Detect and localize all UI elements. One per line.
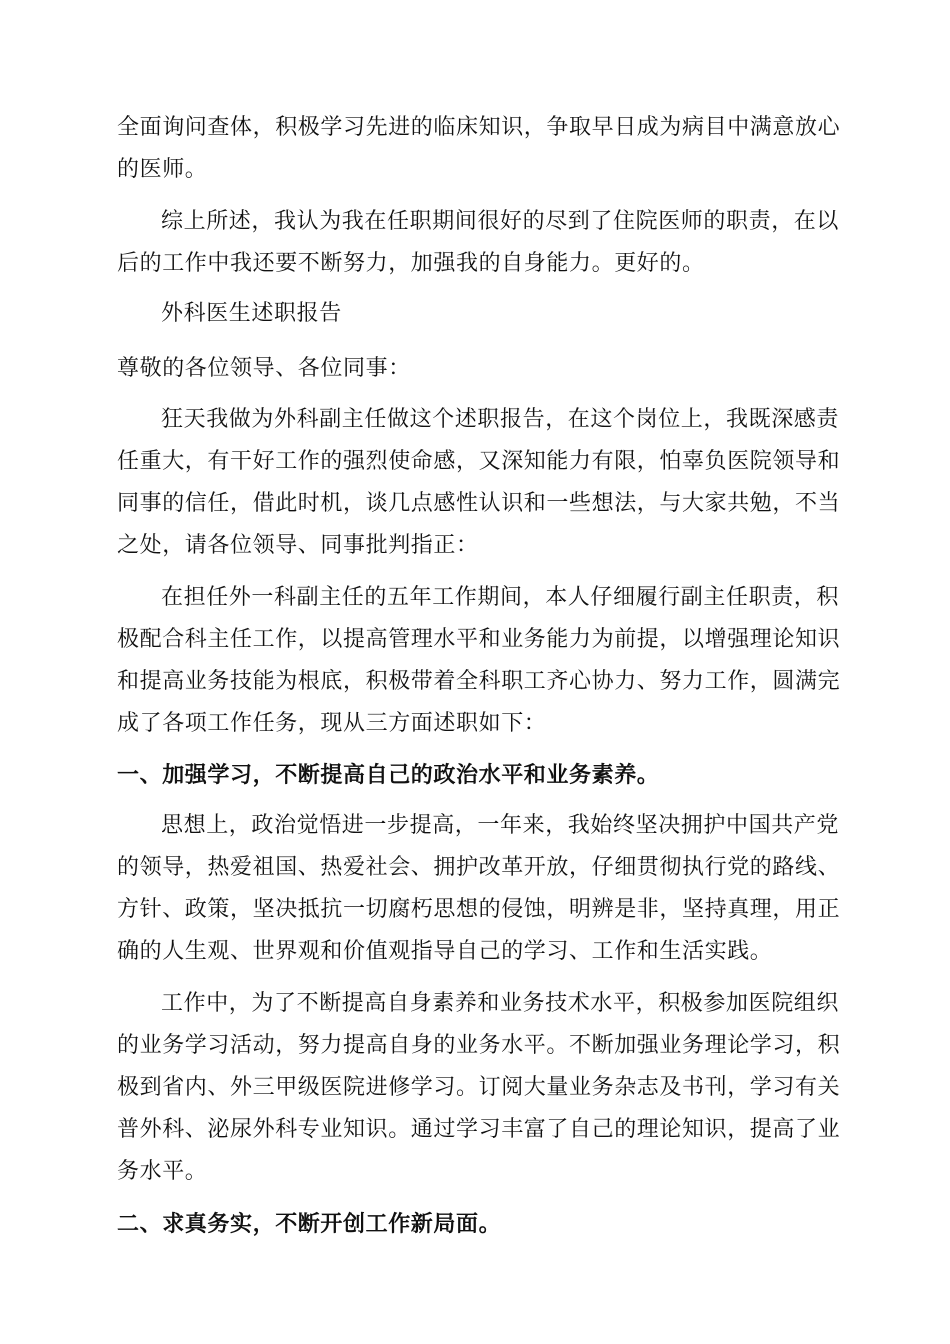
text-line: 后的工作中我还要不断努力，加强我的自身能力。更好的。 xyxy=(117,251,705,276)
text-line: 任重大，有干好工作的强烈使命感，又深知能力有限，怕辜负医院领导和 xyxy=(117,449,841,474)
text-line: 之处，请各位领导、同事批判指正： xyxy=(117,533,479,558)
text-line: 的领导，热爱祖国、热爱社会、拥护改革开放，仔细贯彻执行党的路线、 xyxy=(117,855,841,880)
text-line: 确的人生观、世界观和价值观指导自己的学习、工作和生活实践。 xyxy=(117,939,773,964)
text-line: 普外科、泌尿外科专业知识。通过学习丰富了自己的理论知识，提高了业 xyxy=(117,1117,841,1142)
text-line: 工作中，为了不断提高自身素养和业务技术水平，积极参加医院组织 xyxy=(161,991,840,1016)
salutation: 尊敬的各位领导、各位同事： xyxy=(117,356,411,381)
heading-two: 二、求真务实，不断开创工作新局面。 xyxy=(117,1211,502,1237)
text-line: 综上所述，我认为我在任职期间很好的尽到了住院医师的职责，在以 xyxy=(161,209,840,234)
text-line: 狂天我做为外科副主任做这个述职报告，在这个岗位上，我既深感责 xyxy=(161,407,840,432)
text-line: 极配合科主任工作，以提高管理水平和业务能力为前提，以增强理论知识 xyxy=(117,627,841,652)
text-line: 思想上，政治觉悟进一步提高，一年来，我始终坚决拥护中国共产党 xyxy=(161,813,840,838)
text-line: 在担任外一科副主任的五年工作期间，本人仔细履行副主任职责，积 xyxy=(161,585,840,610)
text-line: 同事的信任，借此时机，谈几点感性认识和一些想法，与大家共勉，不当 xyxy=(117,491,841,516)
text-line: 全面询问查体，积极学习先进的临床知识，争取早日成为病目中满意放心 xyxy=(117,115,841,140)
text-line: 成了各项工作任务，现从三方面述职如下： xyxy=(117,711,547,736)
text-line: 务水平。 xyxy=(117,1159,208,1184)
text-line: 的业务学习活动，努力提高自身的业务水平。不断加强业务理论学习，积 xyxy=(117,1033,841,1058)
text-line: 的医师。 xyxy=(117,157,208,182)
section-title: 外科医生述职报告 xyxy=(161,301,342,326)
heading-one: 一、加强学习，不断提高自己的政治水平和业务素养。 xyxy=(117,762,660,788)
text-line: 极到省内、外三甲级医院进修学习。订阅大量业务杂志及书刊，学习有关 xyxy=(117,1075,841,1100)
text-line: 和提高业务技能为根底，积极带着全科职工齐心协力、努力工作，圆满完 xyxy=(117,669,841,694)
text-line: 方针、政策，坚决抵抗一切腐朽思想的侵蚀，明辨是非，坚持真理，用正 xyxy=(117,897,841,922)
